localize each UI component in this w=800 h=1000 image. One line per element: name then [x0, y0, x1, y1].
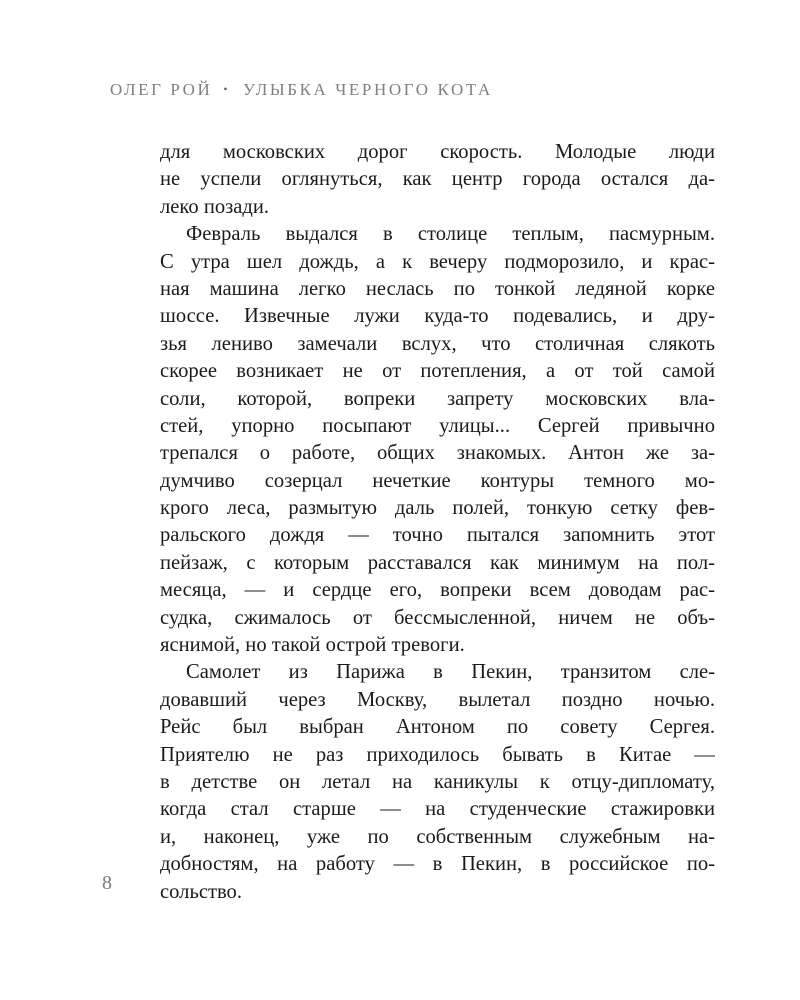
text-line: пейзаж, с которым расставался как минимум на пол-: [160, 551, 715, 574]
text-line: для московских дорог скорость. Молодые люди: [160, 141, 715, 163]
page-number: 8: [102, 872, 112, 894]
running-header: [110, 80, 493, 100]
text-line: шоссе. Извечные лужи куда-то подевались, и дру-: [160, 305, 715, 328]
header-separator: •: [223, 82, 231, 96]
text-line: когда стал старше — на студенческие стажировки: [160, 798, 715, 821]
header-author: ОЛЕГ РОЙ: [110, 80, 213, 99]
text-line: в детстве он летал на каникулы к отцу-дипломату,: [160, 770, 715, 793]
text-line: думчиво созерцал нечеткие контуры темного мо-: [160, 469, 715, 492]
text-line: месяца, — и сердце его, вопреки всем доводам рас-: [160, 579, 715, 602]
text-line: леко позади.: [160, 195, 270, 218]
text-line: Февраль выдался в столице теплым, пасмурным.: [186, 223, 715, 246]
text-line: Самолет из Парижа в Пекин, транзитом сле-: [186, 661, 715, 684]
text-line: соли, которой, вопреки запрету московских вла-: [160, 387, 715, 410]
text-line: стей, упорно посыпают улицы... Сергей привычно: [160, 414, 715, 437]
text-line: зья лениво замечали вслух, что столичная слякоть: [160, 332, 715, 355]
text-line: С утра шел дождь, а к вечеру подморозило, и крас-: [160, 250, 715, 273]
header-book-title: УЛЫБКА ЧЕРНОГО КОТА: [242, 80, 493, 99]
text-line: Приятелю не раз приходилось бывать в Китае —: [160, 743, 715, 766]
text-line: довавший через Москву, вылетал поздно ночью.: [160, 688, 715, 711]
text-line: трепался о работе, общих знакомых. Антон же за-: [160, 442, 715, 465]
body-text: [160, 139, 715, 906]
text-line: ральского дождя — точно пытался запомнить этот: [160, 524, 715, 547]
text-line: яснимой, но такой острой тревоги.: [160, 634, 465, 657]
text-line: судка, сжималось от бессмысленной, ничем не объ-: [160, 606, 715, 629]
text-line: скорее возникает не от потепления, а от той самой: [160, 360, 715, 383]
text-line: не успели оглянуться, как центр города остался да-: [160, 168, 715, 191]
text-line: ная машина легко неслась по тонкой ледяной корке: [160, 277, 715, 300]
text-line: сольство.: [160, 880, 243, 903]
text-line: и, наконец, уже по собственным служебным на-: [160, 825, 715, 848]
text-line: Рейс был выбран Антоном по совету Сергея.: [160, 716, 715, 739]
text-line: крого леса, размытую даль полей, тонкую сетку фев-: [160, 497, 715, 520]
text-line: добностям, на работу — в Пекин, в российское по-: [160, 853, 715, 876]
